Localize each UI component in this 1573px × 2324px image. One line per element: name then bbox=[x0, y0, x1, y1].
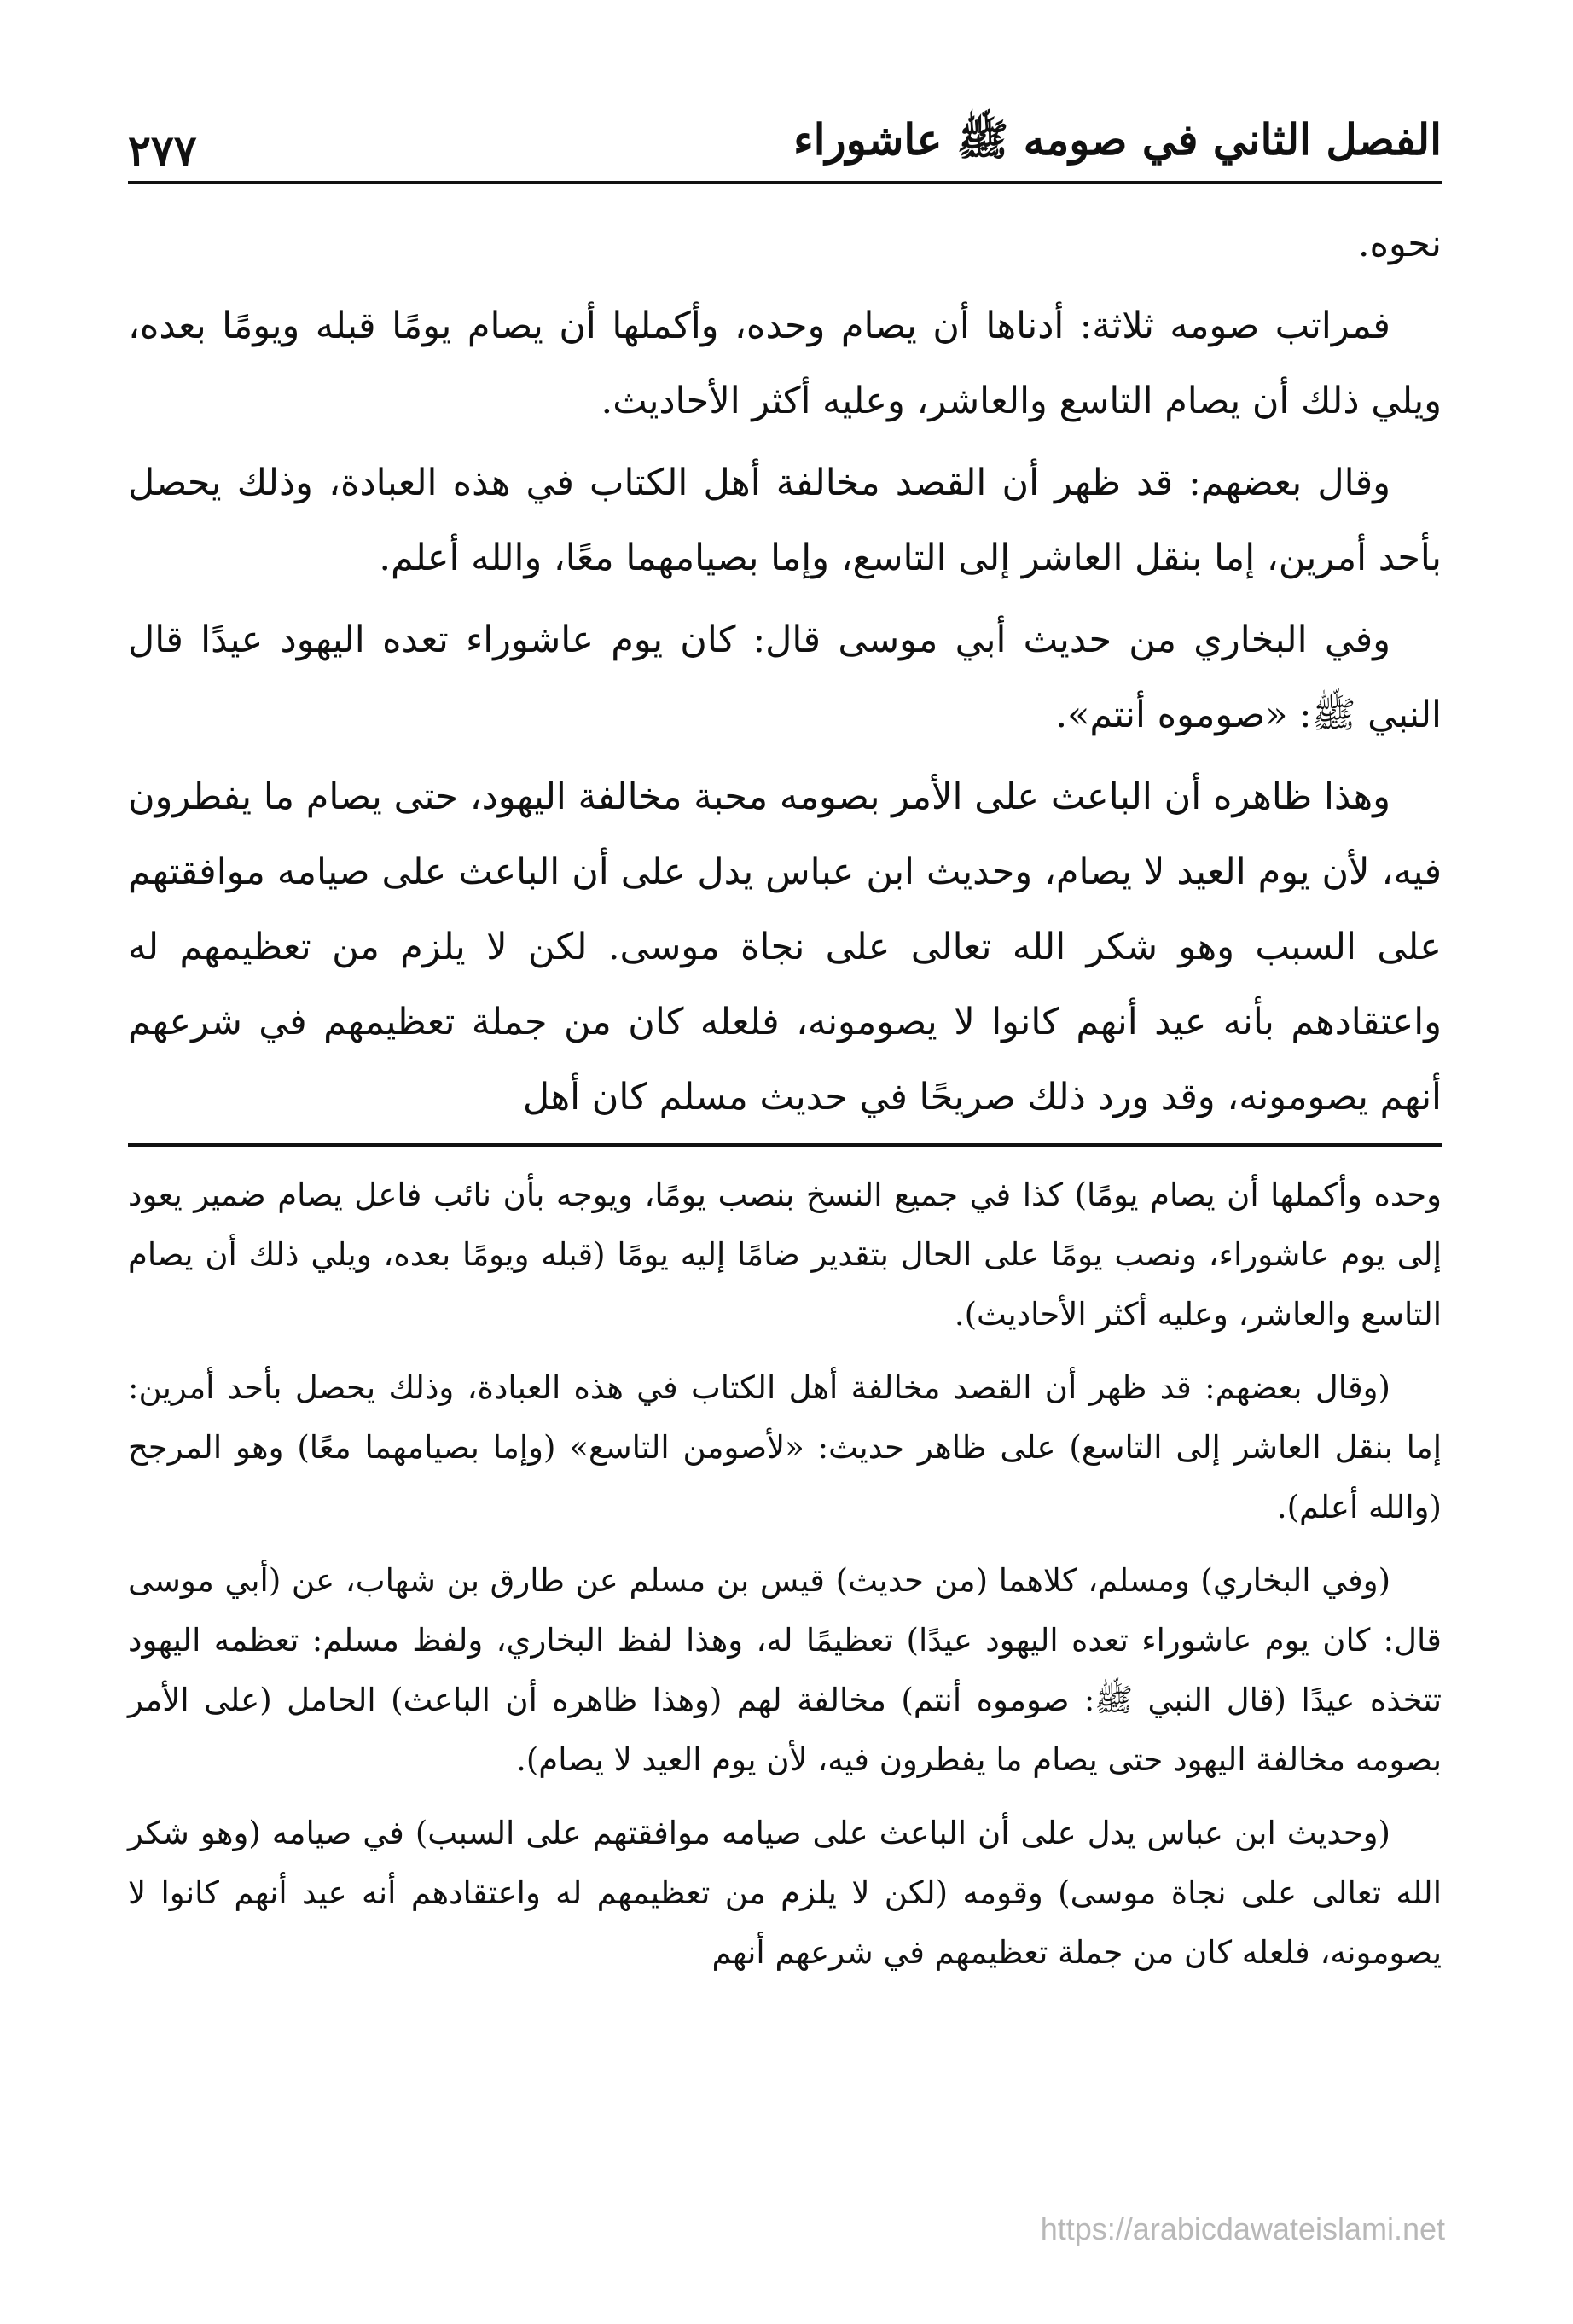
main-paragraph: وفي البخاري من حديث أبي موسى قال: كان يوم عاشوراء تعده اليهود عيدًا قال النبي ﷺ: «صوموه أنتم». bbox=[128, 619, 1442, 736]
main-paragraph: نحوه. bbox=[1357, 223, 1442, 265]
footnote-paragraph: (وفي البخاري) ومسلم، كلاهما (من حديث) قيس بن مسلم عن طارق بن شهاب، عن (أبي موسى قال: كان يوم عاشوراء تعده اليهود عيدًا) تعظيمًا له، وهذا لفظ البخاري، ولفظ مسلم: تعظمه اليهود تتخذه عيدًا (قال النبي ﷺ: صوموه أنتم) مخالفة لهم (وهذا ظاهره أن الباعث) الحامل (على الأمر بصومه مخالفة اليهود حتى يصام ما يفطرون فيه، لأن يوم العيد لا يصام). bbox=[128, 1562, 1442, 1778]
footnote-paragraph: (وقال بعضهم: قد ظهر أن القصد مخالفة أهل الكتاب في هذه العبادة، وذلك يحصل بأحد أمرين: إما بنقل العاشر إلى التاسع) على ظاهر حديث: «لأصومن التاسع» (وإما بصيامهما معًا) وهو المرجح (والله أعلم). bbox=[128, 1369, 1442, 1525]
main-paragraph: فمراتب صومه ثلاثة: أدناها أن يصام وحده، وأكملها أن يصام يومًا قبله ويومًا بعده، ويلي ذلك أن يصام التاسع والعاشر، وعليه أكثر الأحاديث. bbox=[128, 305, 1442, 422]
main-text bbox=[128, 206, 1442, 1135]
page-number: ٢٧٧ bbox=[128, 125, 197, 176]
footnote-paragraph: وحده وأكملها أن يصام يومًا) كذا في جميع النسخ بنصب يومًا، ويوجه بأن نائب فاعل يصام ضمير يعود إلى يوم عاشوراء، ونصب يومًا على الحال بتقدير ضامًا إليه يومًا (قبله ويومًا بعده، ويلي ذلك أن يصام التاسع والعاشر، وعليه أكثر الأحاديث). bbox=[128, 1177, 1442, 1333]
main-paragraph: وهذا ظاهره أن الباعث على الأمر بصومه محبة مخالفة اليهود، حتى يصام ما يفطرون فيه، لأن يوم العيد لا يصام، وحديث ابن عباس يدل على أن الباعث على صيامه موافقتهم على السبب وهو شكر الله تعالى على نجاة موسى. لكن لا يلزم من تعظيمهم له واعتقادهم بأنه عيد أنهم كانوا لا يصومونه، فلعله كان من جملة تعظيمهم في شرعهم أنهم يصومونه، وقد ورد ذلك صريحًا في حديث مسلم كان أهل bbox=[128, 776, 1442, 1118]
main-paragraph: وقال بعضهم: قد ظهر أن القصد مخالفة أهل الكتاب في هذه العبادة، وذلك يحصل بأحد أمرين، إما بنقل العاشر إلى التاسع، وإما بصيامهما معًا، والله أعلم. bbox=[128, 462, 1442, 579]
commentary-footnotes bbox=[128, 1165, 1442, 1983]
book-page bbox=[128, 94, 1442, 1996]
footnote-separator bbox=[128, 1143, 1442, 1147]
page-header bbox=[128, 94, 1442, 184]
chapter-title: الفصل الثاني في صومه ﷺ عاشوراء bbox=[793, 114, 1442, 165]
website-watermark: https://arabicdawateislami.net bbox=[1040, 2211, 1445, 2246]
footnote-paragraph: (وحديث ابن عباس يدل على أن الباعث على صيامه موافقتهم على السبب) في صيامه (وهو شكر الله تعالى على نجاة موسى) وقومه (لكن لا يلزم من تعظيمهم له واعتقادهم أنه عيد أنهم كانوا لا يصومونه، فلعله كان من جملة تعظيمهم في شرعهم أنهم bbox=[128, 1815, 1442, 1971]
